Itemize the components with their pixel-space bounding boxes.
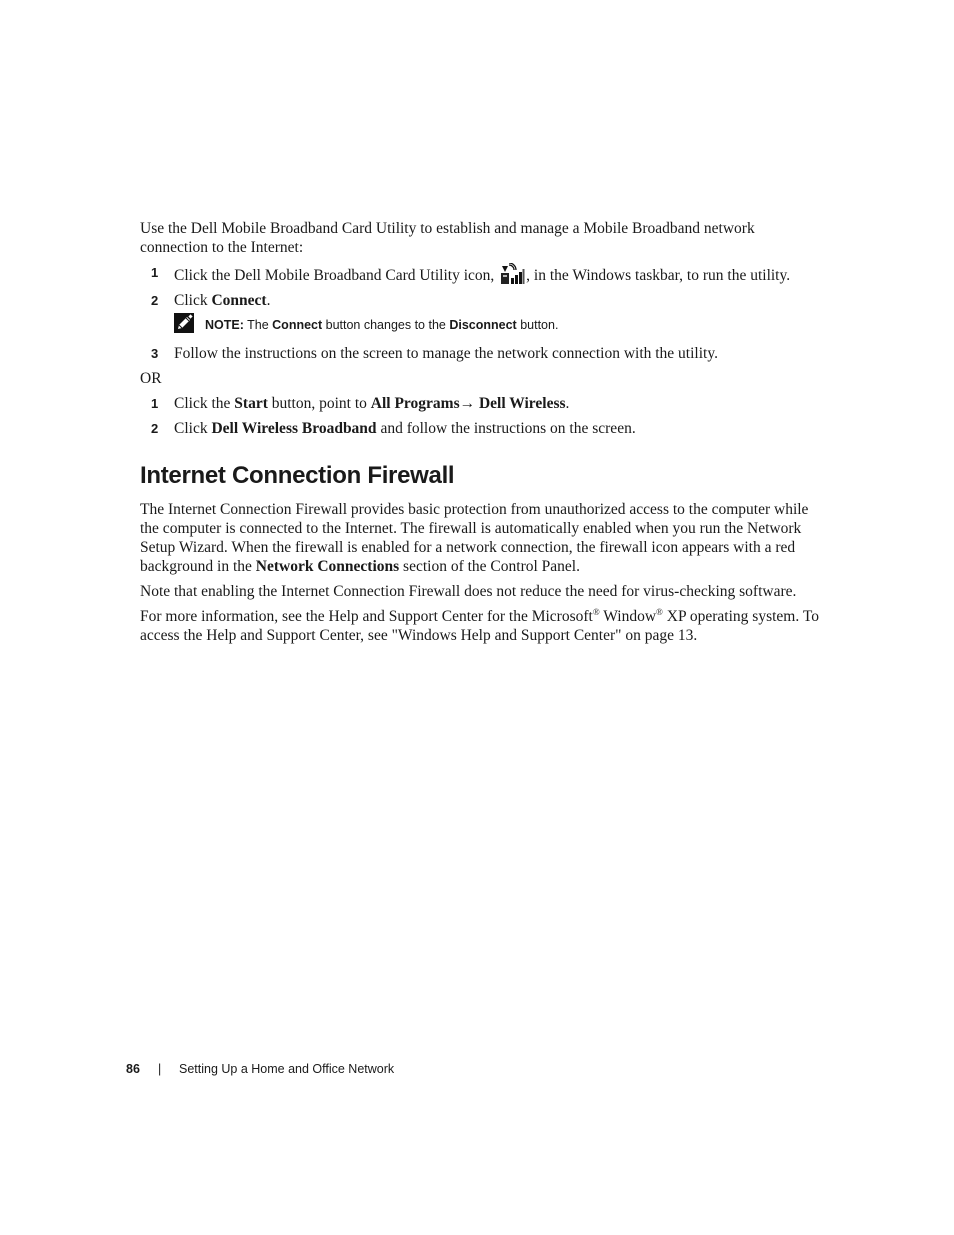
step-number: 2 (151, 293, 159, 308)
step-number: 1 (151, 265, 159, 280)
section-heading: Internet Connection Firewall (140, 462, 455, 489)
step-2-click-connect: 2 Click Connect. (151, 292, 271, 309)
note-callout: NOTE: The Connect button changes to the Disconnect button. (174, 316, 820, 335)
step-number: 1 (151, 396, 159, 411)
page-number: 86 (126, 1062, 140, 1076)
firewall-paragraph: The Internet Connection Firewall provides basic protection from unauthorized access to the computer while the computer is connected to the Internet. The firewall is automatically enabled when you run the Network Setup Wizard. When the firewall is enabled for a network connection, the firewall icon appears with a red background in the Network Connections section of the Control Panel. (140, 501, 809, 575)
intro-paragraph: Use the Dell Mobile Broadband Card Utility to establish and manage a Mobile Broadband network connection to the Internet: (140, 220, 755, 256)
alt-step-1-start-menu: 1 Click the Start button, point to All Programs→ Dell Wireless. (151, 395, 570, 412)
more-info-paragraph: For more information, see the Help and Support Center for the Microsoft® Window® XP operating system. To access the Help and Support Center, see "Windows Help and Support Center" on page 13. (140, 607, 819, 644)
alt-step-2-dell-wireless-broadband: 2 Click Dell Wireless Broadband and follow the instructions on the screen. (151, 420, 636, 437)
mobile-broadband-utility-icon (499, 263, 525, 285)
step-number: 3 (151, 346, 159, 361)
note-label: NOTE: (205, 318, 244, 332)
page-body (140, 219, 820, 651)
step-1-launch-utility: 1 Click the Dell Mobile Broadband Card Utility icon, , in the Windows taskbar, to run the utility. (151, 265, 791, 284)
virus-check-paragraph: Note that enabling the Internet Connection Firewall does not reduce the need for virus-checking software. (140, 583, 797, 600)
step-number: 2 (151, 421, 159, 436)
arrow-glyph: → (459, 395, 476, 412)
footer-section-title: Setting Up a Home and Office Network (179, 1062, 395, 1076)
footer-separator: | (158, 1062, 162, 1076)
or-separator: OR (140, 370, 162, 387)
step-3-follow-instructions: 3 Follow the instructions on the screen to manage the network connection with the utility. (151, 345, 718, 362)
note-pencil-icon (174, 313, 194, 333)
connect-label: Connect (211, 292, 267, 309)
